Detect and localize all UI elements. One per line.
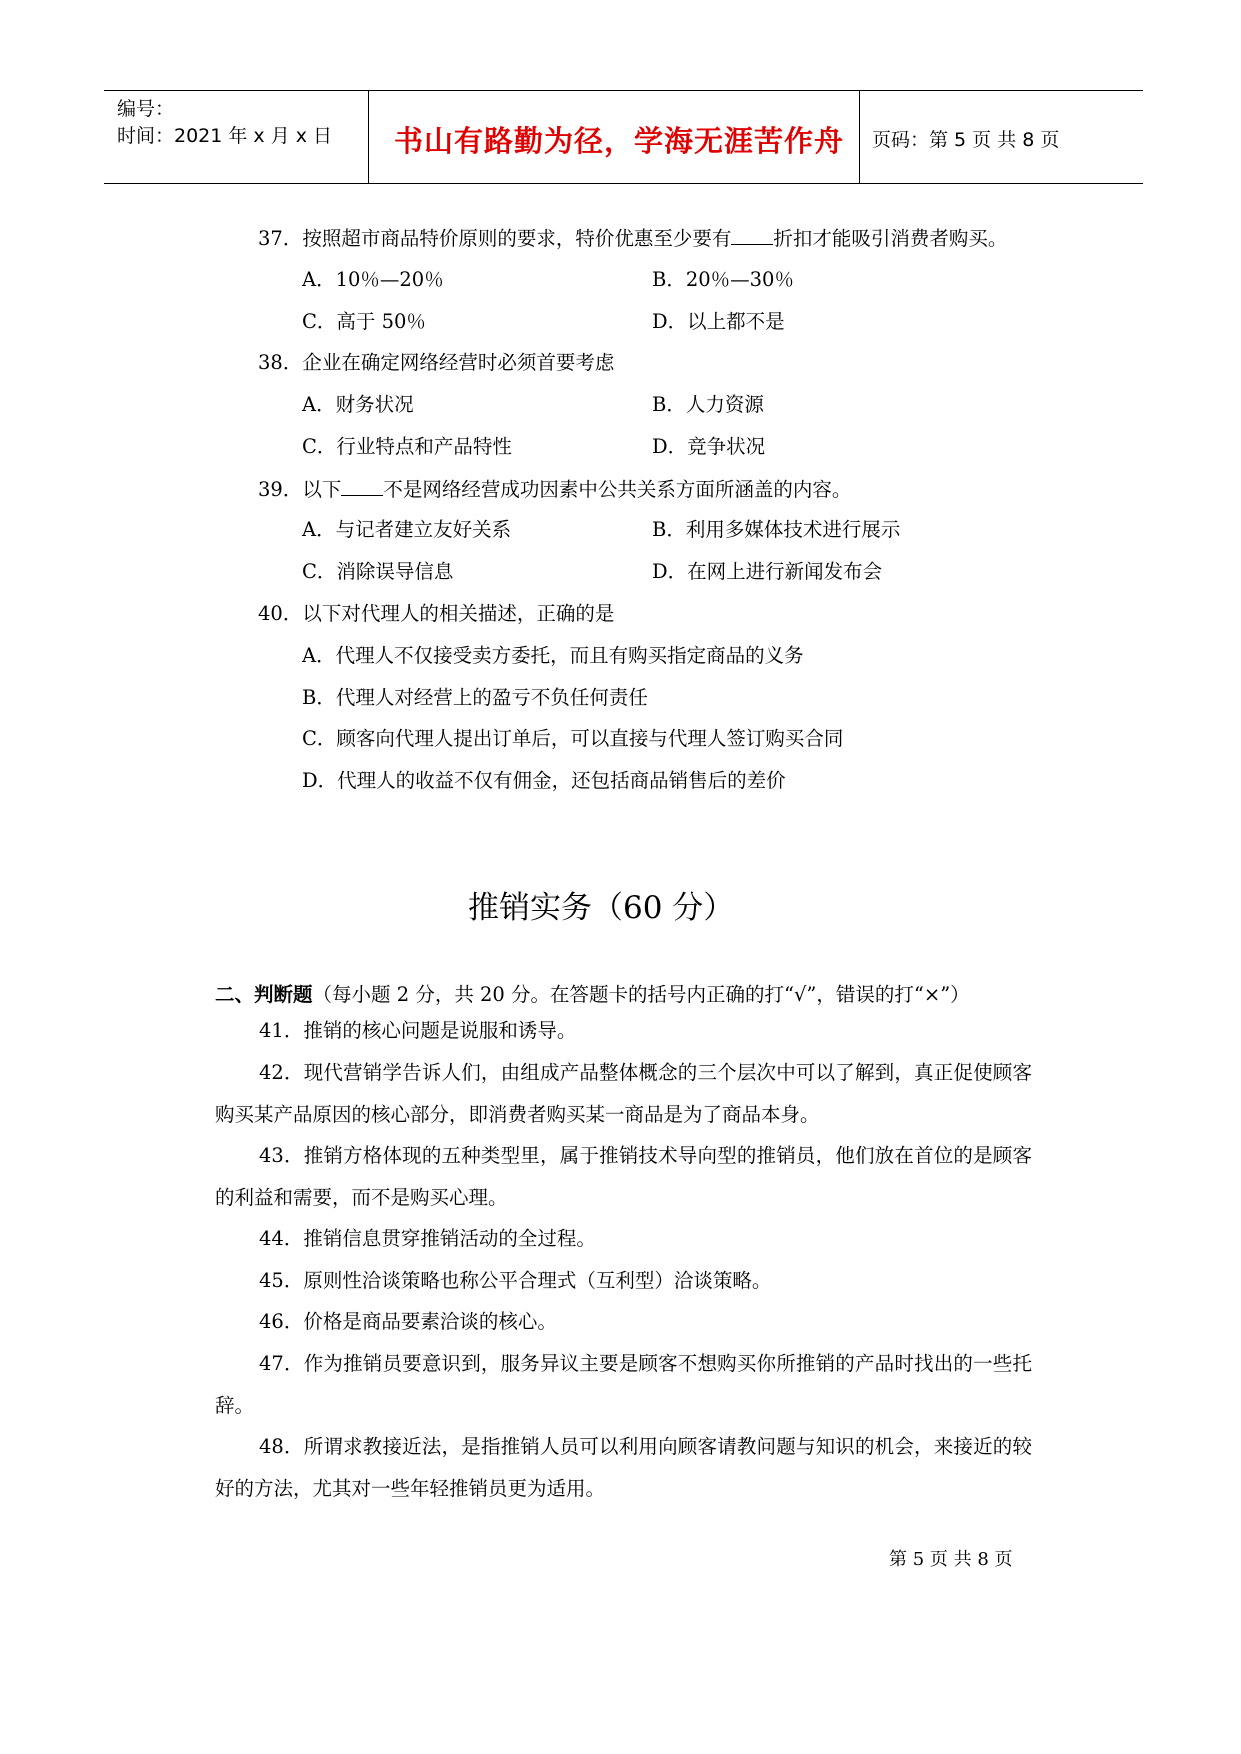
header-number-label: 编号：	[117, 98, 175, 120]
section-title: 推销实务（60 分）	[468, 890, 735, 926]
header-bottom-rule	[104, 183, 1143, 184]
header-divider-left	[368, 90, 369, 184]
section-heading: 二、判断题	[215, 983, 313, 1006]
option-39-a: A．与记者建立友好关系	[302, 518, 512, 541]
option-40-c: C．顾客向代理人提出订单后，可以直接与代理人签订购买合同	[302, 727, 844, 750]
option-38-a: A．财务状况	[302, 393, 414, 416]
option-37-b: B．20％—30％	[652, 268, 794, 291]
option-39-d: D．在网上进行新闻发布会	[652, 560, 883, 583]
answer-blank	[341, 477, 383, 496]
option-38-d: D．竞争状况	[652, 435, 766, 458]
header-page-label: 页码：第 5 页 共 8 页	[872, 129, 1060, 151]
tf-question-41: 41．推销的核心问题是说服和诱导。	[259, 1019, 577, 1042]
answer-blank	[731, 226, 773, 245]
option-39-c: C．消除误导信息	[302, 560, 454, 583]
option-40-d: D．代理人的收益不仅有佣金，还包括商品销售后的差价	[302, 769, 786, 792]
option-40-a: A．代理人不仅接受卖方委托，而且有购买指定商品的义务	[302, 644, 804, 667]
option-38-b: B．人力资源	[652, 393, 764, 416]
question-stem: 39．以下	[258, 478, 342, 501]
option-37-d: D．以上都不是	[652, 310, 785, 333]
option-37-c: C．高于 50％	[302, 310, 426, 333]
tf-question-45: 45．原则性洽谈策略也称公平合理式（互利型）洽谈策略。	[259, 1269, 772, 1292]
question-stem: 37．按照超市商品特价原则的要求，特价优惠至少要有	[258, 227, 732, 250]
section-note: （每小题 2 分，共 20 分。在答题卡的括号内正确的打“√”，错误的打“×”）	[312, 983, 970, 1006]
tf-question-43: 43．推销方格体现的五种类型里，属于推销技术导向型的推销员，他们放在首位的是顾客的利益和需要，而不是购买心理。	[215, 1144, 1032, 1209]
question-stem-after: 不是网络经营成功因素中公共关系方面所涵盖的内容。	[383, 478, 852, 501]
tf-question-42: 42．现代营销学告诉人们，由组成产品整体概念的三个层次中可以了解到，真正促使顾客购买某产品原因的核心部分，即消费者购买某一商品是为了商品本身。	[215, 1061, 1032, 1126]
option-37-a: A．10％—20％	[302, 268, 444, 291]
tf-question-48: 48．所谓求教接近法，是指推销人员可以利用向顾客请教问题与知识的机会，来接近的较好的方法，尤其对一些年轻推销员更为适用。	[215, 1435, 1032, 1500]
option-39-b: B．利用多媒体技术进行展示	[652, 518, 901, 541]
question-stem-after: 折扣才能吸引消费者购买。	[773, 227, 1008, 250]
question-37	[258, 226, 1007, 251]
tf-question-44: 44．推销信息贯穿推销活动的全过程。	[259, 1227, 596, 1250]
option-38-c: C．行业特点和产品特性	[302, 435, 512, 458]
section-instructions	[215, 979, 970, 1007]
header-divider-right	[859, 90, 860, 184]
tf-question-47: 47．作为推销员要意识到，服务异议主要是顾客不想购买你所推销的产品时找出的一些托辞。	[215, 1352, 1032, 1417]
question-40: 40．以下对代理人的相关描述，正确的是	[258, 602, 615, 625]
page-footer: 第 5 页 共 8 页	[889, 1549, 1013, 1570]
question-38: 38．企业在确定网络经营时必须首要考虑	[258, 351, 615, 374]
option-40-b: B．代理人对经营上的盈亏不负任何责任	[302, 686, 648, 709]
header-time-label: 时间：2021 年 x 月 x 日	[117, 125, 333, 147]
header-motto: 书山有路勤为径，学海无涯苦作舟	[394, 124, 845, 158]
header-top-rule	[104, 90, 1143, 91]
question-39	[258, 477, 851, 502]
tf-question-46: 46．价格是商品要素洽谈的核心。	[259, 1310, 557, 1333]
